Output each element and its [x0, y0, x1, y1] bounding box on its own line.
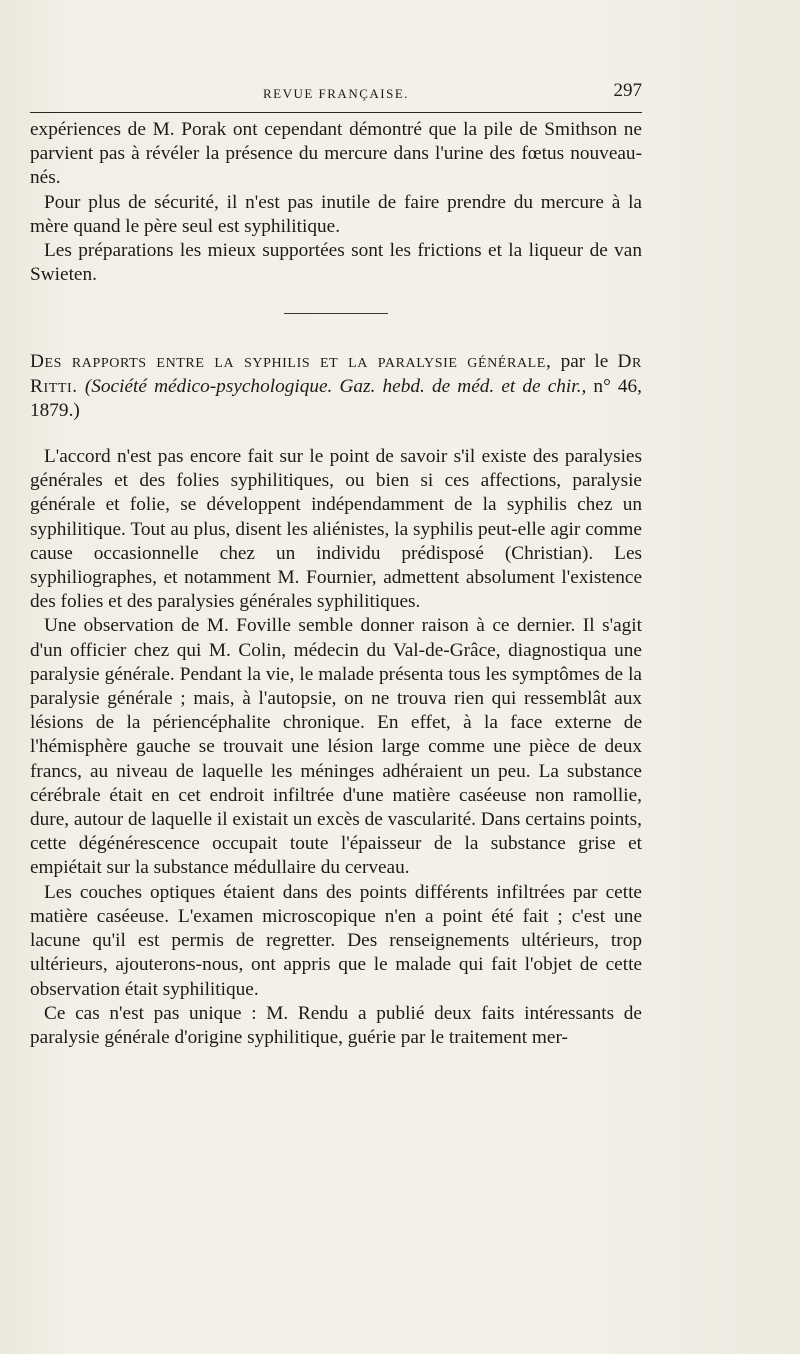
article-citation-issue: n° 46, 1879.)	[30, 375, 643, 421]
page-number: 297	[613, 80, 642, 101]
body-paragraph-4: Ce cas n'est pas unique : M. Rendu a publié deux faits intéressants de paralysie générale d'origine syphilitique, guérie par le traitement mer-	[30, 1002, 642, 1048]
header-rule	[30, 112, 642, 113]
article-author: Dr Ritti.	[30, 351, 642, 397]
article-title-by: par le	[560, 351, 609, 373]
page-body	[30, 118, 642, 1050]
intro-paragraph-1: expériences de M. Porak ont cependant démontré que la pile de Smithson ne parvient pas à révéler la présence du mercure dans l'urine des fœtus nouveau-nés.	[30, 119, 642, 189]
intro-paragraph-3: Les préparations les mieux supportées sont les frictions et la liqueur de van Swieten.	[30, 240, 642, 286]
article-citation: (Société médico-psychologique. Gaz. hebd. de méd. et de chir.,	[84, 375, 587, 397]
article-title-main: Des rapports entre la syphilis et la paralysie générale,	[30, 351, 552, 373]
body-paragraph-2: Une observation de M. Foville semble donner raison à ce dernier. Il s'agit d'un officier chez qui M. Colin, médecin du Val-de-Grâce, diagnostiqua une paralysie générale. Pendant la vie, le malade présenta tous les symptômes de la paralysie générale ; mais, à l'autopsie, on ne trouva rien qui ressemblât aux lésions de la périencéphalite chronique. En effet, à la face externe de l'hémisphère gauche se trouvait une lésion large comme une pièce de deux francs, au niveau de laquelle les méninges adhéraient un peu. La substance cérébrale était en cet endroit infiltrée d'une matière caséeuse non ramollie, dure, autour de laquelle il existait un excès de vascularité. Dans certains points, cette dégénérescence occupait toute l'épaisseur de la substance grise et empiétait sur la substance médullaire du cerveau.	[30, 615, 642, 879]
page-header	[30, 78, 642, 108]
running-title: REVUE FRANÇAISE.	[262, 86, 410, 101]
section-divider	[284, 313, 388, 314]
body-paragraph-3: Les couches optiques étaient dans des points différents infiltrées par cette matière caséeuse. L'examen microscopique n'en a point été fait ; c'est une lacune qu'il est permis de regretter. Des renseignements ultérieurs, trop ultérieurs, ajouterons-nous, ont appris que le malade qui fait l'objet de cette observation était syphilitique.	[30, 881, 642, 1000]
intro-paragraph-2: Pour plus de sécurité, il n'est pas inutile de faire prendre du mercure à la mère quand le père seul est syphilitique.	[30, 191, 642, 237]
article-title	[30, 350, 642, 423]
body-paragraph-1: L'accord n'est pas encore fait sur le point de savoir s'il existe des paralysies générales et des folies syphilitiques, ou bien si ces affections, paralysie générale et folie, se développent indépendamment de la syphilis chez un syphilitique. Tout au plus, disent les aliénistes, la syphilis peut-elle agir comme cause occasionnelle chez un individu prédisposé (Christian). Les syphiliographes, et notamment M. Fournier, admettent absolument l'existence des folies et des paralysies générales syphilitiques.	[30, 446, 642, 613]
